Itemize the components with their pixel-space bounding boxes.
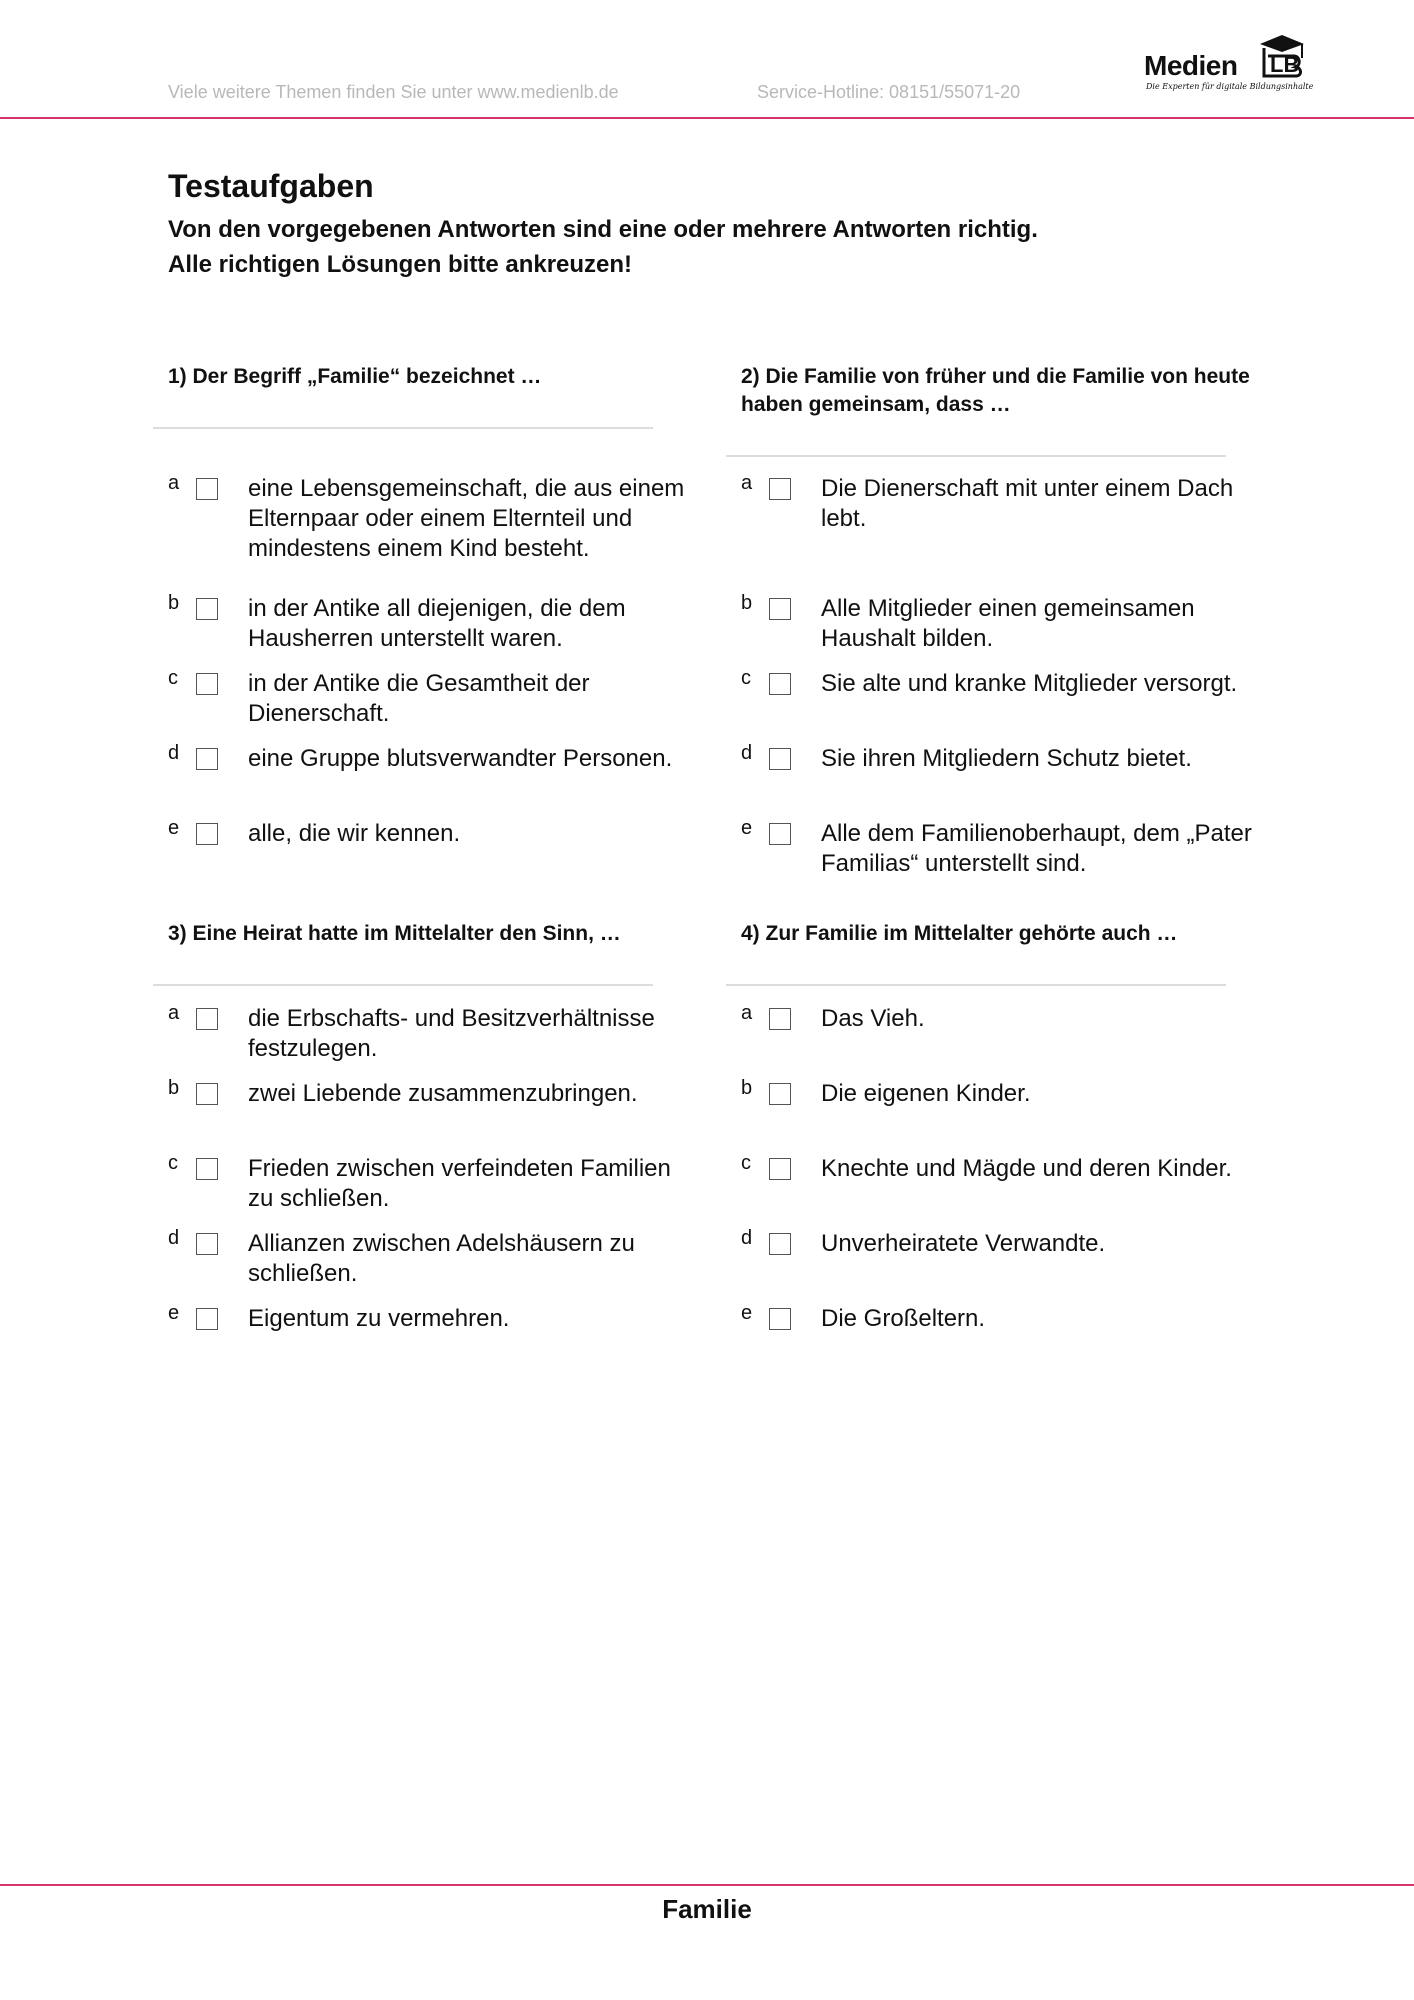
option-letter: d xyxy=(168,742,180,764)
option-letter: e xyxy=(741,817,753,839)
question-divider xyxy=(153,984,653,986)
instruction-line: Von den vorgegebenen Antworten sind eine oder mehrere Antworten richtig. xyxy=(168,216,1038,243)
instructions xyxy=(168,212,1038,282)
answer-checkbox[interactable] xyxy=(769,478,791,500)
option-text: Das Vieh. xyxy=(821,1005,925,1032)
page-title: Testaufgaben xyxy=(168,168,374,204)
answer-checkbox[interactable] xyxy=(769,1158,791,1180)
logo xyxy=(1144,30,1314,100)
answer-checkbox[interactable] xyxy=(769,1083,791,1105)
option-text: Frieden zwischen verfeindeten Familien zu schließen. xyxy=(248,1155,671,1212)
answer-checkbox[interactable] xyxy=(769,1233,791,1255)
option-text: Allianzen zwischen Adelshäusern zu schließen. xyxy=(248,1230,635,1287)
option-letter: b xyxy=(741,1077,753,1099)
option-letter: c xyxy=(741,1152,751,1174)
answer-checkbox[interactable] xyxy=(196,598,218,620)
option-text: Sie alte und kranke Mitglieder versorgt. xyxy=(821,670,1238,697)
footer-title: Familie xyxy=(662,1894,752,1924)
footer-rule xyxy=(0,1884,1414,1886)
question-divider xyxy=(153,427,653,429)
option-letter: a xyxy=(741,472,753,494)
answer-checkbox[interactable] xyxy=(769,598,791,620)
answer-checkbox[interactable] xyxy=(196,1308,218,1330)
option-text: in der Antike all diejenigen, die dem Hausherren unterstellt waren. xyxy=(248,595,626,652)
instruction-line: Alle richtigen Lösungen bitte ankreuzen! xyxy=(168,251,633,278)
question-1 xyxy=(168,363,688,883)
option-letter: c xyxy=(168,1152,178,1174)
header-hotline: Service-Hotline: 08151/55071-20 xyxy=(757,82,1021,102)
answer-checkbox[interactable] xyxy=(769,1308,791,1330)
answer-checkbox[interactable] xyxy=(196,1158,218,1180)
header-rule xyxy=(0,117,1414,119)
option-letter: e xyxy=(741,1302,753,1324)
answer-checkbox[interactable] xyxy=(196,673,218,695)
option-text: eine Lebensgemeinschaft, die aus einem Elternpaar oder einem Elternteil und mindestens einem Kind besteht. xyxy=(248,475,685,562)
option-letter: a xyxy=(168,472,180,494)
option-text: zwei Liebende zusammenzubringen. xyxy=(248,1080,638,1107)
header-link[interactable]: Viele weitere Themen finden Sie unter www.medienlb.de xyxy=(168,82,619,102)
answer-checkbox[interactable] xyxy=(196,823,218,845)
option-letter: b xyxy=(741,592,753,614)
option-text: in der Antike die Gesamtheit der Dienerschaft. xyxy=(248,670,590,727)
option-letter: a xyxy=(741,1002,753,1024)
question-divider xyxy=(726,455,1226,457)
logo-mark: LB xyxy=(1270,52,1300,77)
graduation-cap-icon xyxy=(1262,42,1302,78)
option-letter: d xyxy=(741,742,753,764)
option-text: alle, die wir kennen. xyxy=(248,820,461,847)
question-title: 2) Die Familie von früher und die Familie von heute haben gemeinsam, dass … xyxy=(741,365,1250,416)
answer-checkbox[interactable] xyxy=(769,1008,791,1030)
answer-checkbox[interactable] xyxy=(196,1083,218,1105)
question-3 xyxy=(168,920,688,1340)
answer-checkbox[interactable] xyxy=(196,1233,218,1255)
option-text: Die Dienerschaft mit unter einem Dach lebt. xyxy=(821,475,1234,532)
option-letter: b xyxy=(168,592,180,614)
question-2 xyxy=(741,363,1261,883)
answer-checkbox[interactable] xyxy=(769,673,791,695)
option-letter: c xyxy=(168,667,178,689)
option-letter: d xyxy=(168,1227,180,1249)
option-text: Alle Mitglieder einen gemeinsamen Haushalt bilden. xyxy=(821,595,1195,652)
option-text: die Erbschafts- und Besitzverhältnisse festzulegen. xyxy=(248,1005,655,1062)
option-text: Unverheiratete Verwandte. xyxy=(821,1230,1106,1257)
logo-tagline: Die Experten für digitale Bildungsinhalte xyxy=(1146,82,1314,91)
question-title: 4) Zur Familie im Mittelalter gehörte auch … xyxy=(741,922,1178,945)
question-4 xyxy=(741,920,1261,1340)
option-text: Die eigenen Kinder. xyxy=(821,1080,1031,1107)
option-text: Eigentum zu vermehren. xyxy=(248,1305,510,1332)
answer-checkbox[interactable] xyxy=(196,748,218,770)
answer-checkbox[interactable] xyxy=(769,823,791,845)
answer-checkbox[interactable] xyxy=(196,1008,218,1030)
answer-checkbox[interactable] xyxy=(196,478,218,500)
answer-checkbox[interactable] xyxy=(769,748,791,770)
option-letter: e xyxy=(168,817,180,839)
logo-word: Medien xyxy=(1144,50,1238,81)
option-text: Die Großeltern. xyxy=(821,1305,986,1332)
option-letter: d xyxy=(741,1227,753,1249)
question-title: 3) Eine Heirat hatte im Mittelalter den Sinn, … xyxy=(168,922,621,945)
option-letter: c xyxy=(741,667,751,689)
question-title: 1) Der Begriff „Familie“ bezeichnet … xyxy=(168,365,542,388)
option-text: Alle dem Familienoberhaupt, dem „Pater Familias“ unterstellt sind. xyxy=(821,820,1252,877)
question-divider xyxy=(726,984,1226,986)
option-text: Sie ihren Mitgliedern Schutz bietet. xyxy=(821,745,1192,772)
option-text: Knechte und Mägde und deren Kinder. xyxy=(821,1155,1232,1182)
option-text: eine Gruppe blutsverwandter Personen. xyxy=(248,745,673,772)
option-letter: a xyxy=(168,1002,180,1024)
option-letter: e xyxy=(168,1302,180,1324)
option-letter: b xyxy=(168,1077,180,1099)
